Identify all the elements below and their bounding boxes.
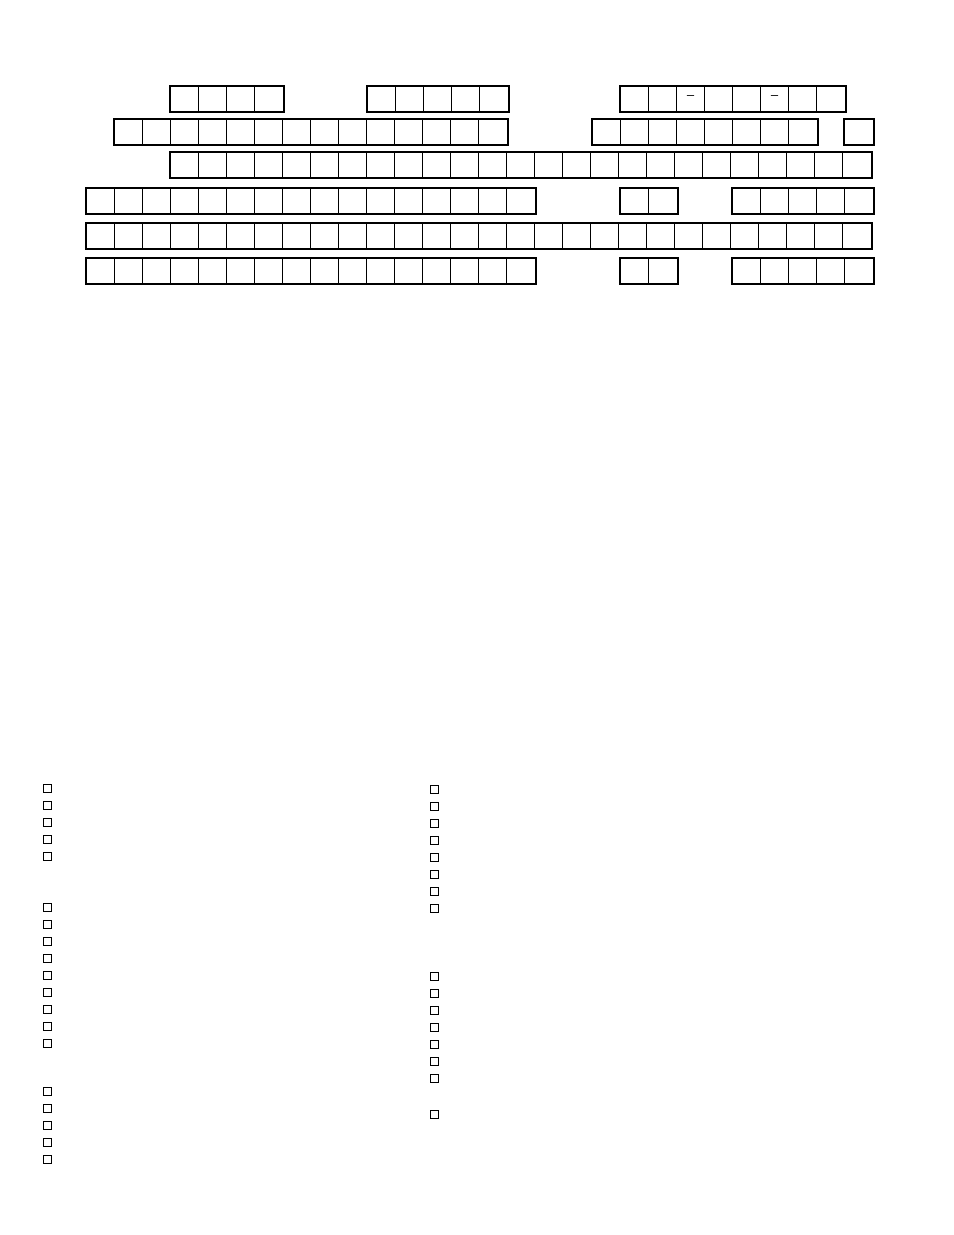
char-box[interactable] <box>452 87 480 111</box>
char-box[interactable] <box>283 153 311 177</box>
char-box[interactable] <box>535 224 563 248</box>
checkbox[interactable] <box>430 972 439 981</box>
char-box[interactable] <box>479 259 507 283</box>
char-box[interactable] <box>339 224 367 248</box>
char-box[interactable] <box>171 224 199 248</box>
char-box[interactable] <box>507 153 535 177</box>
char-box[interactable] <box>705 87 733 111</box>
char-box[interactable] <box>761 189 789 213</box>
char-box[interactable] <box>395 224 423 248</box>
checkbox[interactable] <box>430 836 439 845</box>
char-box[interactable] <box>339 259 367 283</box>
box-group[interactable] <box>591 118 819 146</box>
char-box[interactable] <box>311 259 339 283</box>
row-1 <box>0 85 954 113</box>
char-box[interactable] <box>395 153 423 177</box>
char-box[interactable] <box>283 189 311 213</box>
char-box[interactable] <box>731 224 759 248</box>
box-group[interactable] <box>113 118 509 146</box>
checkbox[interactable] <box>430 1074 439 1083</box>
row-6 <box>0 257 954 285</box>
char-box[interactable] <box>143 224 171 248</box>
char-box[interactable] <box>115 259 143 283</box>
char-box[interactable] <box>311 153 339 177</box>
char-box[interactable] <box>199 87 227 111</box>
checkbox[interactable] <box>43 852 52 861</box>
date-separator: – <box>686 87 695 102</box>
char-box[interactable] <box>649 87 677 111</box>
char-box[interactable] <box>480 87 508 111</box>
char-box[interactable] <box>368 87 396 111</box>
char-box[interactable] <box>115 120 143 144</box>
checkbox[interactable] <box>43 1104 52 1113</box>
char-box[interactable] <box>143 120 171 144</box>
checkbox[interactable] <box>430 1006 439 1015</box>
checkbox[interactable] <box>43 784 52 793</box>
char-box[interactable] <box>677 87 705 111</box>
char-box[interactable] <box>535 153 563 177</box>
char-box[interactable] <box>845 120 873 144</box>
char-box[interactable] <box>227 189 255 213</box>
char-box[interactable] <box>507 224 535 248</box>
char-box[interactable] <box>311 224 339 248</box>
char-box[interactable] <box>367 153 395 177</box>
char-box[interactable] <box>451 120 479 144</box>
char-box[interactable] <box>171 259 199 283</box>
char-box[interactable] <box>255 189 283 213</box>
box-group[interactable] <box>731 187 875 215</box>
char-box[interactable] <box>451 189 479 213</box>
char-box[interactable] <box>311 189 339 213</box>
char-box[interactable] <box>423 259 451 283</box>
char-box[interactable] <box>283 120 311 144</box>
char-box[interactable] <box>845 259 873 283</box>
char-box[interactable] <box>621 120 649 144</box>
checkbox[interactable] <box>43 988 52 997</box>
char-box[interactable] <box>423 224 451 248</box>
char-box[interactable] <box>255 153 283 177</box>
char-box[interactable] <box>733 87 761 111</box>
char-box[interactable] <box>227 87 255 111</box>
checkbox[interactable] <box>430 853 439 862</box>
char-box[interactable] <box>227 224 255 248</box>
char-box[interactable] <box>619 224 647 248</box>
char-box[interactable] <box>339 120 367 144</box>
char-box[interactable] <box>789 189 817 213</box>
checkbox[interactable] <box>43 971 52 980</box>
row-5 <box>0 222 954 250</box>
char-box[interactable] <box>649 189 677 213</box>
char-box[interactable] <box>199 153 227 177</box>
char-box[interactable] <box>789 120 817 144</box>
char-box[interactable] <box>591 153 619 177</box>
checkbox[interactable] <box>43 1039 52 1048</box>
checkbox[interactable] <box>43 1005 52 1014</box>
checkbox[interactable] <box>430 785 439 794</box>
char-box[interactable] <box>227 259 255 283</box>
char-box[interactable] <box>451 224 479 248</box>
char-box[interactable] <box>733 189 761 213</box>
checkbox[interactable] <box>430 1057 439 1066</box>
char-box[interactable] <box>621 189 649 213</box>
char-box[interactable] <box>255 87 283 111</box>
char-box[interactable] <box>395 189 423 213</box>
checkbox[interactable] <box>430 1040 439 1049</box>
char-box[interactable] <box>675 224 703 248</box>
char-box[interactable] <box>171 189 199 213</box>
char-box[interactable] <box>87 224 115 248</box>
checkbox[interactable] <box>430 1110 439 1119</box>
char-box[interactable] <box>87 259 115 283</box>
box-group[interactable] <box>731 257 875 285</box>
char-box[interactable] <box>339 189 367 213</box>
date-box-group[interactable] <box>619 85 847 113</box>
char-box[interactable] <box>143 189 171 213</box>
char-box[interactable] <box>619 153 647 177</box>
char-box[interactable] <box>677 120 705 144</box>
box-group[interactable] <box>169 151 873 179</box>
checkbox[interactable] <box>43 1022 52 1031</box>
box-group[interactable] <box>85 187 537 215</box>
box-group[interactable] <box>85 222 873 250</box>
char-box[interactable] <box>507 259 535 283</box>
row-4 <box>0 187 954 215</box>
date-separator: – <box>770 87 779 102</box>
char-box[interactable] <box>255 259 283 283</box>
char-box[interactable] <box>115 224 143 248</box>
char-box[interactable] <box>563 153 591 177</box>
char-box[interactable] <box>255 224 283 248</box>
char-box[interactable] <box>87 189 115 213</box>
char-box[interactable] <box>171 87 199 111</box>
checkbox[interactable] <box>430 904 439 913</box>
char-box[interactable] <box>199 189 227 213</box>
checkbox[interactable] <box>43 903 52 912</box>
box-group[interactable] <box>843 118 875 146</box>
char-box[interactable] <box>647 153 675 177</box>
char-box[interactable] <box>423 120 451 144</box>
row-3 <box>0 151 954 179</box>
char-box[interactable] <box>647 224 675 248</box>
char-box[interactable] <box>424 87 452 111</box>
char-box[interactable] <box>593 120 621 144</box>
char-box[interactable] <box>759 224 787 248</box>
char-box[interactable] <box>789 259 817 283</box>
char-box[interactable] <box>199 224 227 248</box>
char-box[interactable] <box>479 120 507 144</box>
char-box[interactable] <box>227 120 255 144</box>
char-box[interactable] <box>761 87 789 111</box>
checkbox[interactable] <box>43 937 52 946</box>
box-group[interactable] <box>366 85 510 113</box>
char-box[interactable] <box>311 120 339 144</box>
char-box[interactable] <box>761 120 789 144</box>
char-box[interactable] <box>199 259 227 283</box>
char-box[interactable] <box>423 153 451 177</box>
char-box[interactable] <box>479 153 507 177</box>
char-box[interactable] <box>396 87 424 111</box>
checkbox[interactable] <box>43 1121 52 1130</box>
char-box[interactable] <box>367 120 395 144</box>
char-box[interactable] <box>591 224 619 248</box>
char-box[interactable] <box>703 153 731 177</box>
checkbox[interactable] <box>430 870 439 879</box>
char-box[interactable] <box>255 120 283 144</box>
char-box[interactable] <box>171 120 199 144</box>
checkbox[interactable] <box>43 954 52 963</box>
char-box[interactable] <box>479 189 507 213</box>
char-box[interactable] <box>733 120 761 144</box>
checkbox[interactable] <box>43 1155 52 1164</box>
char-box[interactable] <box>171 153 199 177</box>
char-box[interactable] <box>563 224 591 248</box>
char-box[interactable] <box>703 224 731 248</box>
char-box[interactable] <box>451 153 479 177</box>
checkbox[interactable] <box>43 818 52 827</box>
char-box[interactable] <box>283 224 311 248</box>
char-box[interactable] <box>367 259 395 283</box>
checkbox[interactable] <box>43 835 52 844</box>
char-box[interactable] <box>621 259 649 283</box>
char-box[interactable] <box>649 259 677 283</box>
char-box[interactable] <box>817 87 845 111</box>
char-box[interactable] <box>845 189 873 213</box>
checkbox[interactable] <box>430 989 439 998</box>
char-box[interactable] <box>227 153 255 177</box>
box-group[interactable] <box>619 257 679 285</box>
char-box[interactable] <box>395 259 423 283</box>
char-box[interactable] <box>759 153 787 177</box>
char-box[interactable] <box>787 153 815 177</box>
checkbox[interactable] <box>43 920 52 929</box>
char-box[interactable] <box>367 224 395 248</box>
char-box[interactable] <box>423 189 451 213</box>
row-2 <box>0 118 954 146</box>
checkbox[interactable] <box>43 1138 52 1147</box>
char-box[interactable] <box>815 224 843 248</box>
char-box[interactable] <box>621 87 649 111</box>
char-box[interactable] <box>761 259 789 283</box>
char-box[interactable] <box>479 224 507 248</box>
char-box[interactable] <box>843 224 871 248</box>
char-box[interactable] <box>143 259 171 283</box>
char-box[interactable] <box>199 120 227 144</box>
box-group[interactable] <box>619 187 679 215</box>
char-box[interactable] <box>705 120 733 144</box>
char-box[interactable] <box>367 189 395 213</box>
char-box[interactable] <box>733 259 761 283</box>
char-box[interactable] <box>507 189 535 213</box>
box-group[interactable] <box>85 257 537 285</box>
checkbox[interactable] <box>430 819 439 828</box>
char-box[interactable] <box>451 259 479 283</box>
checkbox[interactable] <box>430 887 439 896</box>
char-box[interactable] <box>675 153 703 177</box>
checkbox[interactable] <box>43 801 52 810</box>
char-box[interactable] <box>815 153 843 177</box>
checkbox[interactable] <box>430 802 439 811</box>
char-box[interactable] <box>787 224 815 248</box>
char-box[interactable] <box>649 120 677 144</box>
checkbox[interactable] <box>430 1023 439 1032</box>
char-box[interactable] <box>283 259 311 283</box>
char-box[interactable] <box>115 189 143 213</box>
checkbox[interactable] <box>43 1087 52 1096</box>
char-box[interactable] <box>789 87 817 111</box>
char-box[interactable] <box>395 120 423 144</box>
char-box[interactable] <box>843 153 871 177</box>
char-box[interactable] <box>817 189 845 213</box>
char-box[interactable] <box>817 259 845 283</box>
char-box[interactable] <box>339 153 367 177</box>
box-group[interactable] <box>169 85 285 113</box>
char-box[interactable] <box>731 153 759 177</box>
